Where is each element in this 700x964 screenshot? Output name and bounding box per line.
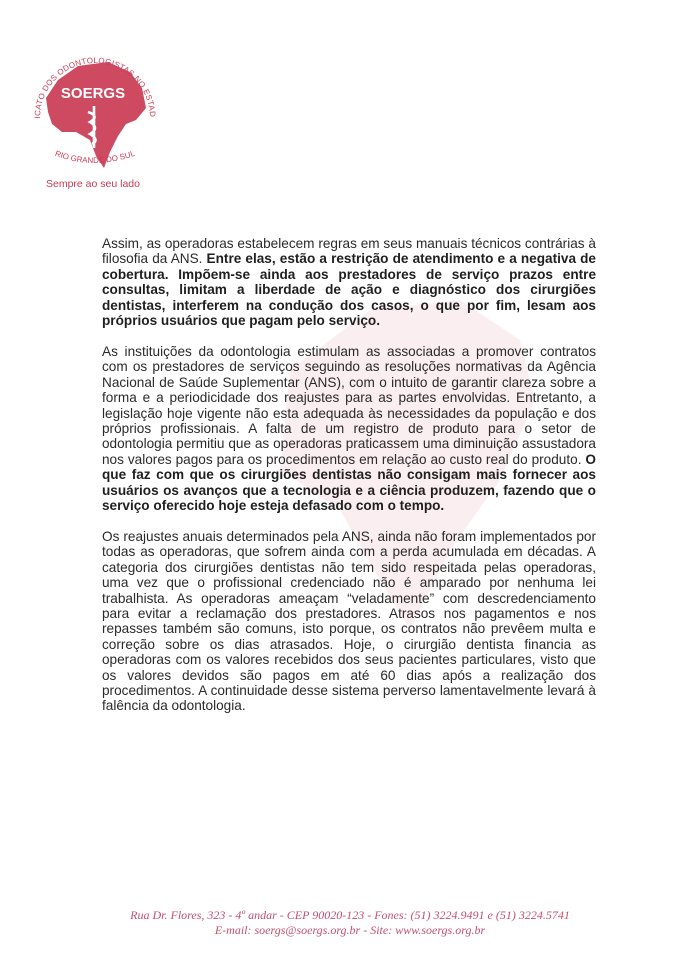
logo-ring-bottom: RIO GRANDE DO SUL: [53, 148, 137, 166]
logo-name: SOERGS: [60, 85, 126, 102]
logo-emblem: [18, 28, 168, 178]
paragraph: [102, 344, 596, 513]
logo-tagline: Sempre ao seu lado: [46, 178, 140, 190]
text-segment-bold: O que faz com que os cirurgiões dentistas não consigam mais fornecer aos usuários os avanços que a tecnologia e a ciência produzem, fazendo que o serviço oferecido hoje esteja defasado com o tempo.: [102, 451, 596, 513]
text-segment-bold: Entre elas, estão a restrição de atendimento e a negativa de cobertura. Impõem-se ainda aos prestadores de serviço prazos entre consultas, limitam a liberdade de ação e diagnóstico dos cirurgiões dentistas, interferem na condução dos casos, o que por fim, lesam aos próprios usuários que pagam pelo serviço.: [102, 251, 596, 329]
paragraph: [102, 529, 596, 714]
logo-ring-top: ICATO DOS ODONTOLOGISTAS NO ESTAD: [32, 55, 158, 119]
paragraph: [102, 236, 596, 328]
text-segment: Os reajustes anuais determinados pela ANS, ainda não foram implementados por todas as operadoras, que sofrem ainda com a perda acumulada em décadas. A categoria dos cirurgiões dentistas não tem sido respeitada pelas operadoras, uma vez que o profissional credenciado não é amparado por nenhuma lei trabalhista. As operadoras ameaçam “veladamente” com descredenciamento para evitar a reclamação dos prestadores. Atrasos nos pagamentos e nos repasses também são comuns, isto porque, os contratos não prevêem multa e correção sobre os dias atrasados. Hoje, o cirurgião dentista financia as operadoras com os valores recebidos dos seus pacientes particulares, visto que os valores devidos são pagos em até 60 dias após a realização dos procedimentos. A continuidade desse sistema perverso lamentavelmente levará à falência da odontologia.: [102, 528, 596, 714]
footer-contact: E-mail: soergs@soergs.org.br - Site: www.soergs.org.br: [214, 923, 486, 937]
text-segment: As instituições da odontologia estimulam as associadas a promover contratos com os prestadores de serviços seguindo as resoluções normativas da Agência Nacional de Saúde Suplementar (ANS), com o intuito de garantir clareza sobre a forma e a periodicidade dos reajustes para as partes envolvidas. Entretanto, a legislação hoje vigente não esta adequada às necessidades da população e dos próprios profissionais. A falta de um registro de produto para o setor de odontologia permitiu que as operadoras praticassem uma diminuição assustadora nos valores pagos para os procedimentos em relação ao custo real do produto.: [102, 343, 596, 467]
footer-address: Rua Dr. Flores, 323 - 4º andar - CEP 90020-123 - Fones: (51) 3224.9491 e (51) 3224.5741: [130, 908, 570, 922]
text-segment: Assim, as operadoras estabelecem regras em seus manuais técnicos contrárias à filosofia da ANS.: [102, 236, 596, 267]
letterhead-footer: [0, 908, 700, 938]
soergs-logo: [18, 28, 168, 198]
letter-body: [102, 236, 596, 729]
